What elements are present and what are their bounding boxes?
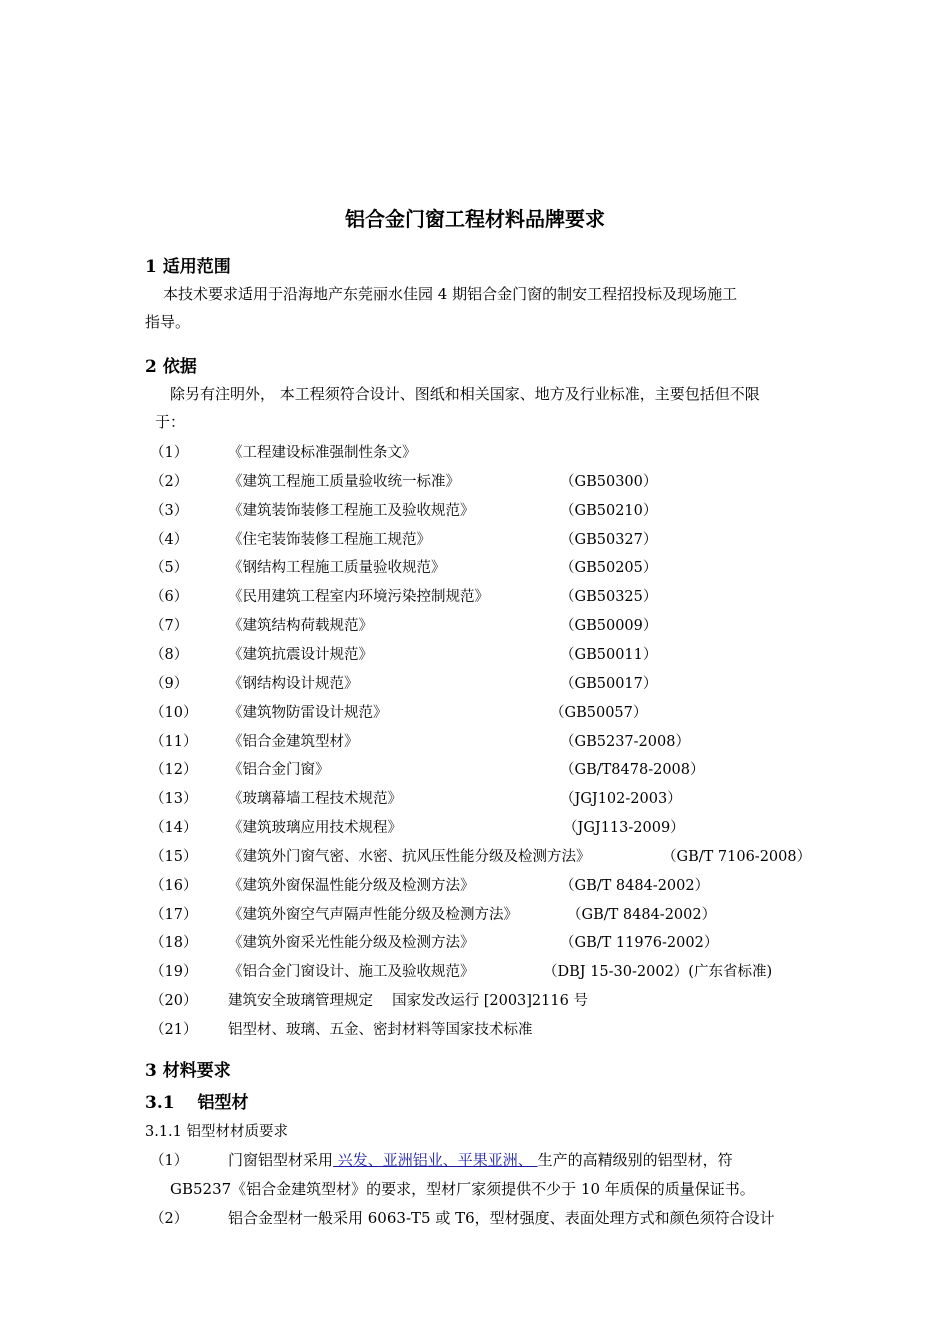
reference-number: （1） xyxy=(150,445,189,461)
reference-title: 《建筑工程施工质量验收统一标准》 xyxy=(228,474,460,490)
reference-number: （15） xyxy=(150,849,198,865)
reference-code: （JGJ102-2003） xyxy=(560,791,682,807)
reference-code: （GB5237-2008） xyxy=(560,734,690,750)
reference-title: 《铝合金门窗设计、施工及验收规范》 xyxy=(228,964,475,980)
reference-title: 《建筑外窗采光性能分级及检测方法》 xyxy=(228,935,475,951)
section-3-heading: 3 材料要求 xyxy=(145,1061,231,1081)
reference-number: （7） xyxy=(150,618,189,634)
reference-title: 建筑安全玻璃管理规定 国家发改运行 [2003]2116 号 xyxy=(228,993,588,1009)
section-1-line-1: 本技术要求适用于沿海地产东莞丽水佳园 4 期铝合金门窗的制安工程招投标及现场施工 xyxy=(163,285,738,303)
reference-code: （GB50057） xyxy=(550,705,648,721)
reference-title: 《铝合金建筑型材》 xyxy=(228,734,359,750)
reference-number: （3） xyxy=(150,503,189,519)
reference-number: （18） xyxy=(150,935,198,951)
reference-title: 《工程建设标准强制性条文》 xyxy=(228,445,417,461)
reference-number: （12） xyxy=(150,762,198,778)
reference-title: 《铝合金门窗》 xyxy=(228,762,330,778)
reference-number: （9） xyxy=(150,676,189,692)
reference-code: （GB/T 7106-2008） xyxy=(662,849,812,865)
document-title: 铝合金门窗工程材料品牌要求 xyxy=(345,207,605,231)
item-2-text: 铝合金型材一般采用 6063-T5 或 T6，型材强度、表面处理方式和颜色须符合设计 xyxy=(228,1209,775,1227)
reference-number: （4） xyxy=(150,532,189,548)
item-1-post: 生产的高精级别的铝型材，符 xyxy=(537,1151,733,1169)
reference-title: 《建筑物防雷设计规范》 xyxy=(228,705,388,721)
reference-code: （GB50325） xyxy=(560,589,658,605)
reference-number: （5） xyxy=(150,560,189,576)
reference-number: （17） xyxy=(150,907,198,923)
reference-code: （DBJ 15-30-2002）(广东省标准) xyxy=(543,964,773,980)
reference-title: 铝型材、玻璃、五金、密封材料等国家技术标准 xyxy=(228,1022,533,1038)
reference-code: （JGJ113-2009） xyxy=(563,820,685,836)
reference-title: 《建筑结构荷载规范》 xyxy=(228,618,373,634)
reference-number: （10） xyxy=(150,705,198,721)
reference-code: （GB50205） xyxy=(560,560,658,576)
section-3-1-heading: 3.1 铝型材 xyxy=(145,1093,249,1113)
reference-number: （21） xyxy=(150,1022,198,1038)
section-1-heading: 1 适用范围 xyxy=(145,257,231,277)
reference-title: 《钢结构设计规范》 xyxy=(228,676,359,692)
section-3-1-1-heading: 3.1.1 铝型材材质要求 xyxy=(145,1124,289,1140)
section-2-line-1: 除另有注明外， 本工程须符合设计、图纸和相关国家、地方及行业标准，主要包括但不限 xyxy=(170,385,760,403)
item-1-text xyxy=(228,1149,733,1170)
reference-number: （13） xyxy=(150,791,198,807)
reference-code: （GB/T 11976-2002） xyxy=(560,935,719,951)
reference-title: 《建筑外窗空气声隔声性能分级及检测方法》 xyxy=(228,907,518,923)
reference-code: （GB50300） xyxy=(560,474,658,490)
reference-title: 《建筑抗震设计规范》 xyxy=(228,647,373,663)
reference-code: （GB/T 8484-2002） xyxy=(567,907,717,923)
reference-code: （GB50017） xyxy=(560,676,658,692)
item-1-number: （1） xyxy=(150,1153,189,1169)
section-2-heading: 2 依据 xyxy=(145,357,197,377)
item-1-line-2: GB5237《铝合金建筑型材》的要求，型材厂家须提供不少于 10 年质保的质量保证书。 xyxy=(170,1180,755,1198)
reference-code: （GB/T8478-2008） xyxy=(560,762,705,778)
brand-link[interactable]: 兴发、亚洲铝业、平果亚洲、 xyxy=(333,1151,538,1169)
section-1-line-2: 指导。 xyxy=(145,313,191,331)
reference-title: 《建筑装饰装修工程施工及验收规范》 xyxy=(228,503,475,519)
reference-code: （GB/T 8484-2002） xyxy=(560,878,710,894)
reference-title: 《住宅装饰装修工程施工规范》 xyxy=(228,532,431,548)
section-2-line-2: 于： xyxy=(155,413,186,431)
reference-code: （GB50327） xyxy=(560,532,658,548)
item-1-pre: 门窗铝型材采用 xyxy=(228,1151,334,1169)
reference-number: （19） xyxy=(150,964,198,980)
reference-number: （16） xyxy=(150,878,198,894)
reference-number: （2） xyxy=(150,474,189,490)
reference-number: （8） xyxy=(150,647,189,663)
reference-code: （GB50011） xyxy=(560,647,658,663)
reference-number: （20） xyxy=(150,993,198,1009)
reference-number: （6） xyxy=(150,589,189,605)
reference-title: 《建筑外窗保温性能分级及检测方法》 xyxy=(228,878,475,894)
item-2-number: （2） xyxy=(150,1211,189,1227)
section-1-paragraph xyxy=(145,280,810,336)
reference-number: （11） xyxy=(150,734,198,750)
reference-code: （GB50210） xyxy=(560,503,658,519)
reference-title: 《玻璃幕墙工程技术规范》 xyxy=(228,791,402,807)
section-2-paragraph xyxy=(145,380,810,436)
reference-title: 《民用建筑工程室内环境污染控制规范》 xyxy=(228,589,489,605)
reference-title: 《钢结构工程施工质量验收规范》 xyxy=(228,560,446,576)
reference-number: （14） xyxy=(150,820,198,836)
reference-title: 《建筑外门窗气密、水密、抗风压性能分级及检测方法》 xyxy=(228,849,591,865)
reference-title: 《建筑玻璃应用技术规程》 xyxy=(228,820,402,836)
reference-code: （GB50009） xyxy=(560,618,658,634)
